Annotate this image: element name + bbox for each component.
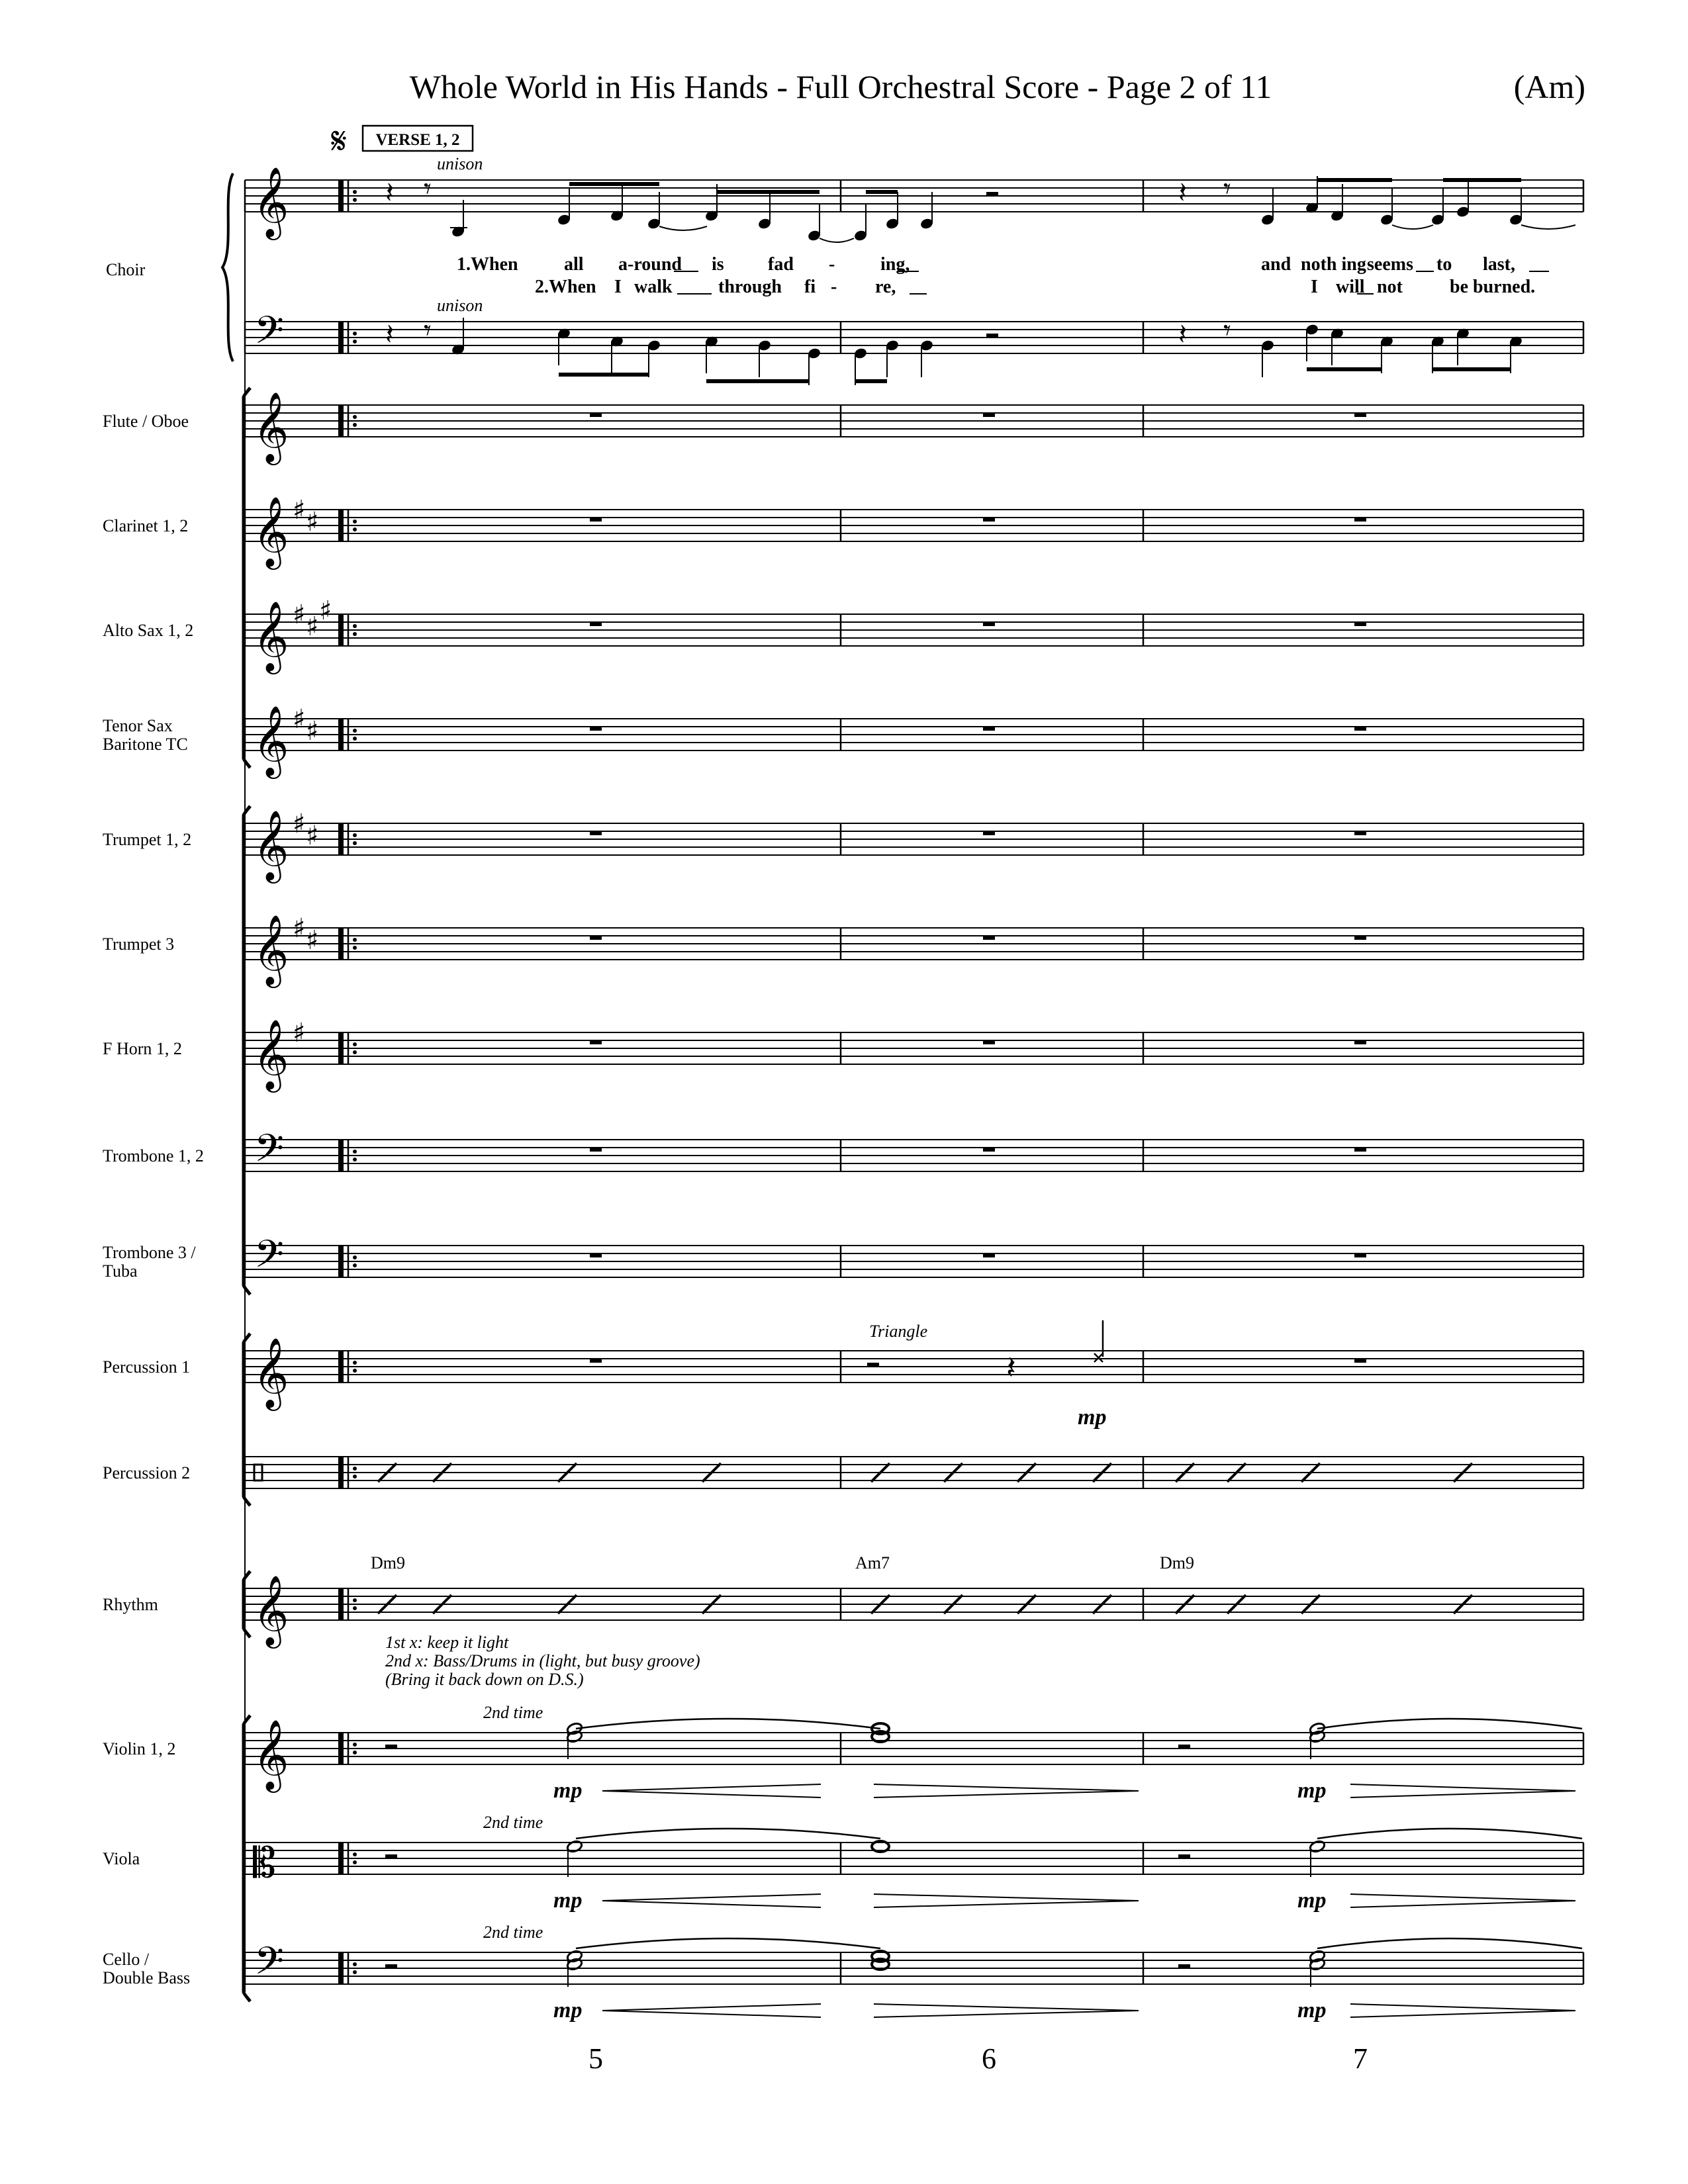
repeat-dot — [353, 841, 357, 845]
repeat-dot — [353, 946, 357, 950]
viola-cue-text: 2nd time — [483, 1813, 543, 1832]
key-indicator: (Am) — [1513, 68, 1585, 105]
lyric-verse1: a-round — [618, 254, 682, 275]
rhythm-note-1: 1st x: keep it light — [385, 1633, 509, 1652]
violin-1-2-staff — [245, 1719, 1583, 1793]
decrescendo-hairpin — [874, 2004, 1139, 2017]
triangle-label: Triangle — [869, 1322, 928, 1341]
lyric-verse1: noth ing — [1301, 254, 1366, 275]
chord-symbol-3: Dm9 — [1160, 1553, 1194, 1572]
lyric-verse1: is — [712, 254, 724, 275]
instrument-name-rhythm: Rhythm — [103, 1595, 158, 1614]
repeat-dot — [353, 1263, 357, 1267]
lyric-verse1: all — [564, 254, 584, 275]
treble-clef-icon: 𝄞 — [253, 914, 289, 985]
sharp-icon: ♯ — [306, 716, 319, 747]
decrescendo-hairpin — [874, 1894, 1139, 1907]
cello-dynamic: mp — [1297, 1998, 1327, 2023]
half-rest — [385, 1745, 397, 1749]
trombone-1-2-staff — [245, 1126, 1583, 1180]
repeat-dot — [353, 938, 357, 942]
treble-clef-icon: 𝄞 — [253, 166, 289, 237]
viola-dynamic: mp — [1297, 1888, 1327, 1913]
segno-sign: 𝄋 — [331, 120, 348, 163]
lyric-verse2: - — [831, 277, 837, 297]
lyric-verse2: I — [1311, 277, 1318, 297]
triangle-dynamic: mp — [1078, 1405, 1107, 1430]
lyric-verse1: fad — [768, 254, 794, 275]
whole-rest — [983, 727, 995, 731]
repeat-dot — [353, 190, 357, 194]
whole-rest — [1354, 831, 1366, 835]
whole-rest — [590, 518, 602, 522]
choir-brace — [222, 173, 233, 361]
viola-note — [1309, 1840, 1325, 1854]
decrescendo-hairpin — [1350, 1784, 1575, 1797]
half-rest — [385, 1854, 397, 1858]
instrument-name-trumpet-1-2: Trumpet 1, 2 — [103, 830, 192, 849]
whole-rest — [983, 1148, 995, 1152]
crescendo-hairpin — [602, 1894, 821, 1907]
lyric-verse1: and — [1261, 254, 1291, 275]
half-rest — [986, 192, 998, 196]
whole-rest — [1354, 1148, 1366, 1152]
whole-rest — [983, 831, 995, 835]
decrescendo-hairpin — [1350, 1894, 1575, 1907]
repeat-dot — [353, 198, 357, 202]
half-rest — [986, 334, 998, 338]
whole-rest — [590, 622, 602, 626]
repeat-dot — [353, 1050, 357, 1054]
lyric-verse2: through — [718, 277, 782, 297]
measure-number-5: 5 — [588, 2042, 603, 2075]
repeat-dot — [353, 1467, 357, 1471]
lyric-verse1: last, — [1483, 254, 1515, 275]
quarter-rest-icon: 𝄽 — [385, 318, 395, 351]
whole-rest — [1354, 518, 1366, 522]
quarter-rest-icon: 𝄽 — [385, 176, 395, 210]
flute-oboe-staff — [245, 391, 1583, 465]
repeat-dot — [353, 1369, 357, 1373]
clarinet-1-2-staff — [245, 495, 1583, 570]
choir-bass-staff — [245, 308, 1583, 362]
repeat-dot — [353, 1743, 357, 1747]
chord-symbol-2: Am7 — [855, 1553, 890, 1572]
whole-rest — [590, 936, 602, 940]
violin-dynamic: mp — [553, 1778, 583, 1803]
quarter-rest-icon: 𝄽 — [1006, 1349, 1016, 1387]
triangle-note — [1094, 1320, 1103, 1362]
repeat-dot — [353, 833, 357, 837]
rehearsal-label: VERSE 1, 2 — [375, 131, 460, 149]
instrument-name-violin-1-2: Violin 1, 2 — [103, 1739, 176, 1758]
repeat-dot — [353, 520, 357, 523]
repeat-dot — [353, 1150, 357, 1154]
trumpet-3-staff — [245, 913, 1583, 988]
sharp-icon: ♯ — [293, 704, 306, 735]
lyric-verse2: 2.When — [535, 277, 596, 297]
whole-rest — [590, 831, 602, 835]
whole-rest — [590, 1359, 602, 1363]
whole-rest — [590, 1253, 602, 1257]
sharp-icon: ♯ — [293, 600, 306, 630]
whole-rest — [1354, 1359, 1366, 1363]
repeat-dot — [353, 1361, 357, 1365]
whole-rest — [1354, 1253, 1366, 1257]
repeat-dot — [353, 624, 357, 628]
sharp-icon: ♯ — [293, 913, 306, 944]
eighth-rest-icon: 𝄾 — [1223, 172, 1231, 206]
viola-note — [566, 1840, 583, 1854]
sharp-icon: ♯ — [306, 507, 319, 537]
treble-clef-icon: 𝄞 — [253, 1719, 289, 1790]
repeat-dot — [353, 415, 357, 419]
repeat-dot — [353, 1158, 357, 1161]
whole-rest — [983, 518, 995, 522]
violin-cue-text: 2nd time — [483, 1703, 543, 1722]
sharp-icon: ♯ — [319, 596, 332, 626]
eighth-rest-icon: 𝄾 — [424, 314, 432, 347]
treble-clef-icon: 𝄞 — [253, 809, 289, 880]
treble-clef-icon: 𝄞 — [253, 600, 289, 671]
violin-dynamic: mp — [1297, 1778, 1327, 1803]
whole-rest — [590, 727, 602, 731]
repeat-dot — [353, 1042, 357, 1046]
instrument-name-trombone-1-2: Trombone 1, 2 — [103, 1146, 204, 1165]
quarter-rest-icon: 𝄽 — [1178, 318, 1188, 351]
slash-notation — [378, 1463, 1472, 1614]
half-rest — [1178, 1745, 1190, 1749]
instrument-name-f-horn-1-2: F Horn 1, 2 — [103, 1039, 182, 1058]
choir-tie — [659, 226, 707, 230]
whole-rest — [1354, 413, 1366, 417]
lyric-verse1: to — [1436, 254, 1452, 275]
viola-slur — [1317, 1829, 1582, 1839]
rests — [590, 413, 1366, 1387]
page-title: Whole World in His Hands - Full Orchestral Score - Page 2 of 11 — [409, 68, 1272, 105]
instrument-name-alto-sax-1-2: Alto Sax 1, 2 — [103, 621, 194, 640]
lyric-verse1: ing, — [880, 254, 910, 275]
treble-clef-icon: 𝄞 — [253, 1574, 289, 1645]
repeat-dot — [353, 1606, 357, 1610]
measure-number-7: 7 — [1353, 2042, 1368, 2075]
lyric-verse2: not — [1377, 277, 1403, 297]
percussion-1-staff — [245, 1337, 1583, 1411]
lyric-verse1: seems — [1367, 254, 1413, 275]
viola-dynamic: mp — [553, 1888, 583, 1913]
instrument-name-choir: Choir — [106, 260, 146, 279]
cello-dynamic: mp — [553, 1998, 583, 2023]
repeat-dot — [353, 332, 357, 336]
cello-cue-text: 2nd time — [483, 1923, 543, 1942]
violin-slur — [576, 1719, 880, 1729]
repeat-dot — [353, 1598, 357, 1602]
choir-tie — [1521, 225, 1575, 229]
lyric-verse2: be burned. — [1450, 277, 1536, 297]
tenor-sax-staff — [245, 704, 1583, 779]
lyric-verse2: I — [614, 277, 622, 297]
rhythm-note-3: (Bring it back down on D.S.) — [385, 1670, 584, 1689]
instrument-name-cello: Cello / — [103, 1950, 150, 1969]
whole-rest — [983, 622, 995, 626]
repeat-dot — [353, 1751, 357, 1754]
instrument-name-cello-2: Double Bass — [103, 1968, 191, 1987]
repeat-dot — [353, 632, 357, 636]
sharp-icon: ♯ — [306, 925, 319, 956]
choir-bass-direction: unison — [437, 296, 483, 315]
choir-treble-direction: unison — [437, 154, 483, 173]
whole-rest — [983, 1253, 995, 1257]
whole-rest — [1354, 1040, 1366, 1044]
repeat-dot — [353, 737, 357, 741]
score-system — [222, 166, 1583, 2001]
quarter-rest-icon: 𝄽 — [1178, 176, 1188, 210]
repeat-dot — [353, 729, 357, 733]
decrescendo-hairpin — [1350, 2004, 1575, 2017]
bass-clef-icon: 𝄢 — [254, 1232, 285, 1286]
lyric-verse1: 1.When — [457, 254, 518, 275]
lyric-verse2: re, — [875, 277, 896, 297]
half-rest — [385, 1964, 397, 1968]
f-horn-1-2-staff — [245, 1018, 1583, 1093]
trumpet-1-2-staff — [245, 809, 1583, 884]
whole-rest — [1354, 727, 1366, 731]
sharp-icon: ♯ — [293, 1018, 306, 1048]
instrument-name-viola: Viola — [103, 1849, 140, 1868]
repeat-dot — [353, 1255, 357, 1259]
half-rest — [867, 1363, 879, 1367]
instrument-name-tenor-sax: Tenor Sax — [103, 716, 173, 735]
lyrics — [457, 254, 1549, 297]
treble-clef-icon: 𝄞 — [253, 705, 289, 776]
instrument-name-tenor-sax-2: Baritone TC — [103, 735, 188, 754]
cello-slur — [576, 1938, 880, 1948]
trombone-3-staff — [245, 1232, 1583, 1286]
whole-rest — [1354, 936, 1366, 940]
sharp-icon: ♯ — [306, 612, 319, 642]
instrument-name-flute-oboe: Flute / Oboe — [103, 412, 189, 431]
half-rest — [1178, 1854, 1190, 1858]
instrument-name-trombone-3-2: Tuba — [103, 1261, 138, 1281]
repeat-dot — [353, 1852, 357, 1856]
repeat-dot — [353, 340, 357, 343]
lyric-verse2: walk — [634, 277, 673, 297]
choir-tie — [820, 238, 854, 242]
whole-rest — [590, 1040, 602, 1044]
alto-clef-icon: 𝄡 — [253, 1839, 276, 1887]
repeat-dot — [353, 1970, 357, 1974]
treble-clef-icon: 𝄞 — [253, 1019, 289, 1089]
crescendo-hairpin — [602, 1784, 821, 1797]
sharp-icon: ♯ — [293, 495, 306, 525]
instrument-name-trombone-3: Trombone 3 / — [103, 1243, 196, 1262]
instrument-name-clarinet-1-2: Clarinet 1, 2 — [103, 516, 189, 535]
treble-clef-icon: 𝄞 — [253, 391, 289, 462]
whole-rest — [983, 413, 995, 417]
bass-clef-icon: 𝄢 — [254, 308, 285, 362]
whole-rest — [983, 936, 995, 940]
chord-symbol-1: Dm9 — [371, 1553, 405, 1572]
instrument-name-percussion-2: Percussion 2 — [103, 1463, 191, 1482]
whole-rest — [1354, 622, 1366, 626]
eighth-rest-icon: 𝄾 — [424, 172, 432, 206]
repeat-dot — [353, 1475, 357, 1479]
alto-sax-1-2-staff — [245, 596, 1583, 674]
half-rest — [1178, 1964, 1190, 1968]
viola-slur — [576, 1829, 880, 1839]
crescendo-hairpin — [602, 2004, 821, 2017]
whole-rest — [590, 1148, 602, 1152]
instrument-name-percussion-1: Percussion 1 — [103, 1357, 191, 1377]
lyric-verse2: fi — [804, 277, 816, 297]
instrument-names — [103, 260, 204, 1987]
instrument-name-trumpet-3: Trumpet 3 — [103, 934, 175, 954]
viola-staff — [245, 1839, 1583, 1887]
choir-tie — [1392, 225, 1433, 229]
rhythm-note-2: 2nd x: Bass/Drums in (light, but busy groove) — [385, 1651, 700, 1670]
bass-clef-icon: 𝄢 — [254, 1938, 285, 1993]
treble-clef-icon: 𝄞 — [253, 496, 289, 567]
choir-treble-staff — [245, 166, 1583, 240]
whole-rest — [983, 1040, 995, 1044]
cello-slur — [1317, 1938, 1582, 1948]
repeat-dot — [353, 527, 357, 531]
percussion-2-staff — [245, 1457, 1583, 1488]
string-parts — [385, 1703, 1582, 2023]
bass-clef-icon: 𝄢 — [254, 1126, 285, 1180]
treble-clef-icon: 𝄞 — [253, 1337, 289, 1408]
repeat-dot — [353, 1962, 357, 1966]
measure-number-6: 6 — [982, 2042, 996, 2075]
eighth-rest-icon: 𝄾 — [1223, 314, 1231, 347]
repeat-dot — [353, 423, 357, 427]
repeat-dot — [353, 1860, 357, 1864]
whole-rest — [590, 413, 602, 417]
cello-staff — [245, 1938, 1583, 1993]
decrescendo-hairpin — [874, 1784, 1139, 1797]
lyric-verse2: will — [1336, 277, 1365, 297]
sharp-icon: ♯ — [293, 809, 306, 839]
lyric-verse1: - — [829, 254, 835, 275]
violin-slur — [1317, 1719, 1582, 1729]
sharp-icon: ♯ — [306, 821, 319, 851]
